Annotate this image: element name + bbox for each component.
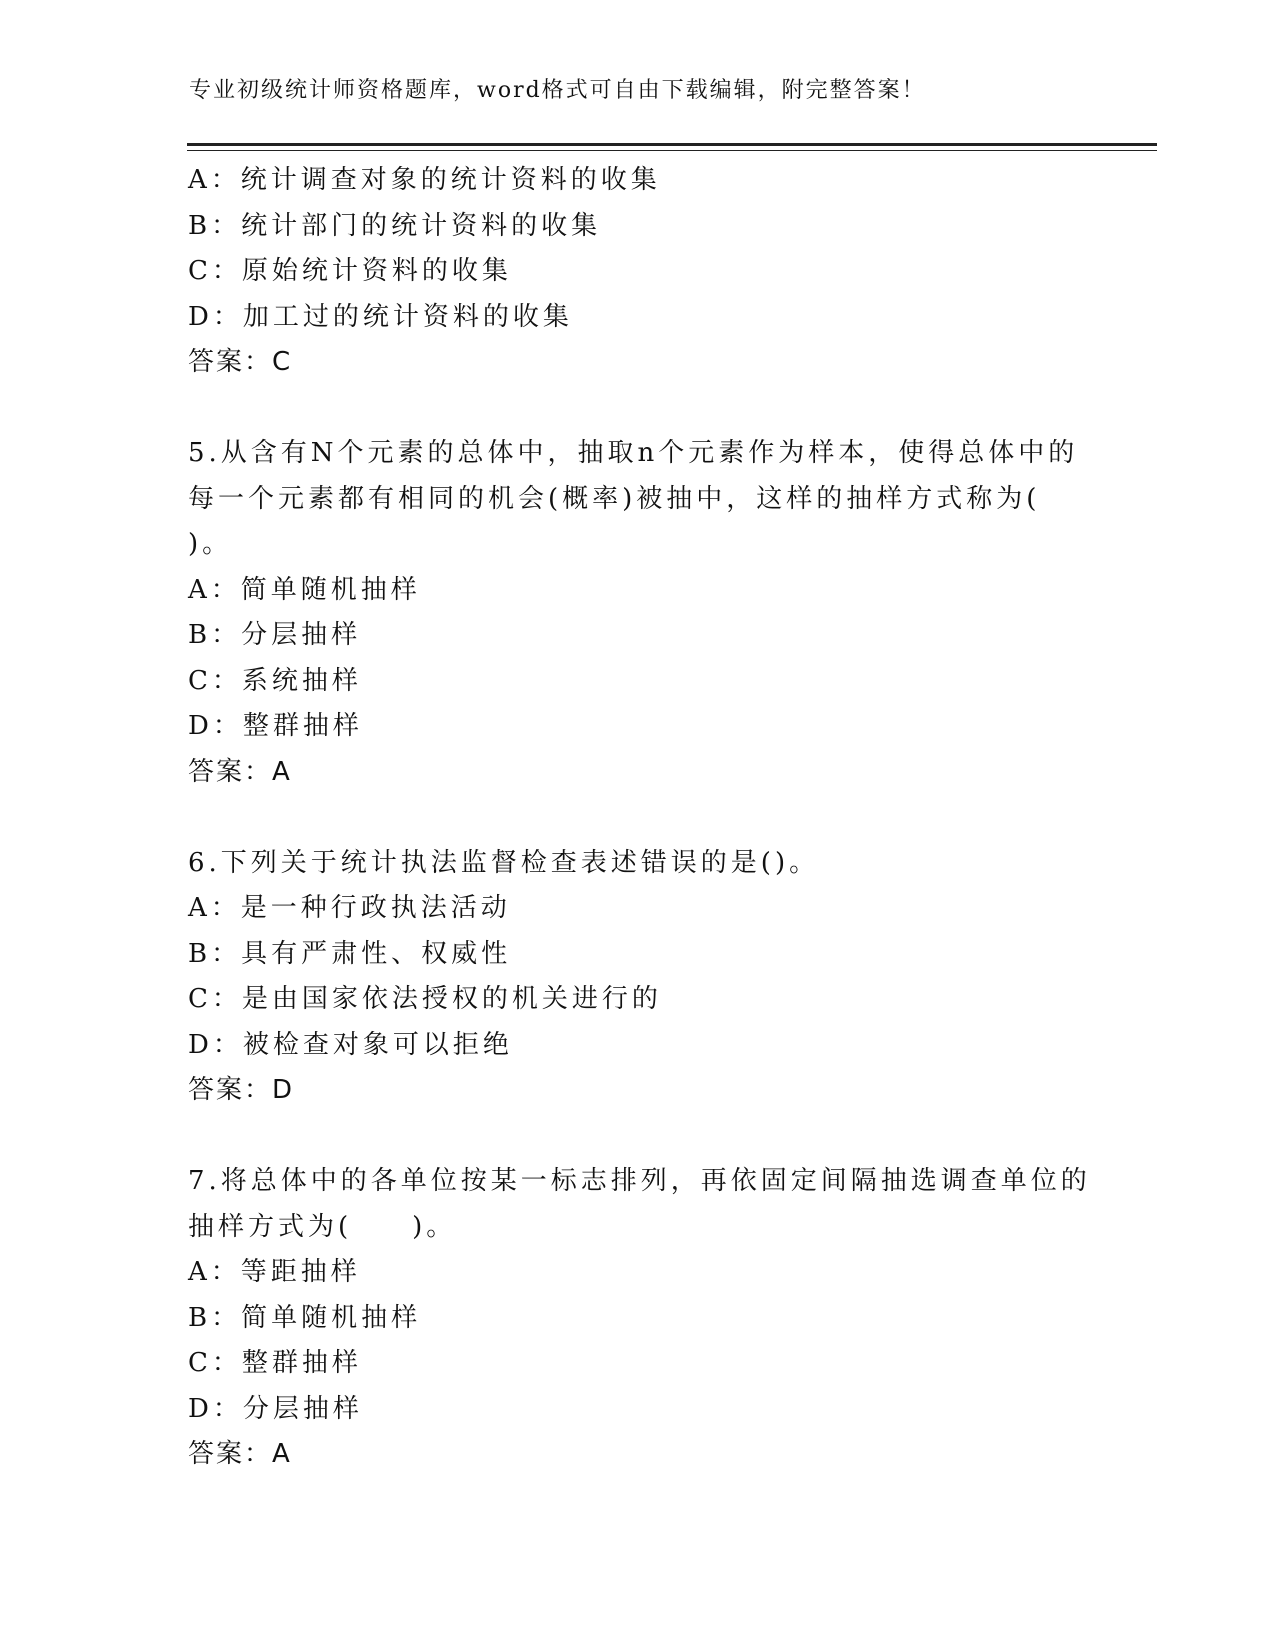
option-a: A：统计调查对象的统计资料的收集 <box>188 165 661 195</box>
header-rule-thin <box>187 150 1157 151</box>
option-b: B：简单随机抽样 <box>188 1302 422 1333</box>
spacer <box>188 1114 1088 1160</box>
answer: 答案：C <box>188 347 293 377</box>
option-a: A：是一种行政执法活动 <box>188 893 511 923</box>
option-d: D：整群抽样 <box>188 711 363 741</box>
answer: 答案：A <box>188 1439 292 1469</box>
option-d: D：分层抽样 <box>188 1393 363 1424</box>
option-a: A：等距抽样 <box>188 1257 361 1287</box>
option-a: A：简单随机抽样 <box>188 574 421 605</box>
option-b: B：分层抽样 <box>188 620 362 650</box>
question-stem-line: 抽样方式为( )。 <box>188 1211 457 1242</box>
question-6 <box>188 841 1088 1114</box>
answer: 答案：D <box>188 1075 295 1105</box>
spacer <box>188 386 1088 432</box>
page-header: 专业初级统计师资格题库，word格式可自由下载编辑，附完整答案！ <box>189 78 926 103</box>
option-c: C：原始统计资料的收集 <box>188 256 512 286</box>
question-stem-line: 6.下列关于统计执法监督检查表述错误的是()。 <box>188 847 820 878</box>
question-7 <box>188 1159 1091 1478</box>
document-content <box>188 158 1091 1478</box>
option-c: C：整群抽样 <box>188 1348 362 1378</box>
question-stem-line: )。 <box>188 529 233 559</box>
question-4 <box>188 158 1088 386</box>
option-b: B：具有严肃性、权威性 <box>188 938 512 969</box>
header-rule-thick <box>187 143 1157 146</box>
spacer <box>188 795 1088 841</box>
answer: 答案：A <box>188 756 292 787</box>
question-stem-line: 每一个元素都有相同的机会(概率)被抽中，这样的抽样方式称为( <box>188 483 1041 514</box>
question-stem-line: 5.从含有N个元素的总体中，抽取n个元素作为样本，使得总体中的 <box>188 438 1079 468</box>
option-c: C：是由国家依法授权的机关进行的 <box>188 984 662 1014</box>
option-d: D：加工过的统计资料的收集 <box>188 301 573 332</box>
option-d: D：被检查对象可以拒绝 <box>188 1029 513 1060</box>
option-c: C：系统抽样 <box>188 665 362 696</box>
question-5 <box>188 431 1088 795</box>
question-stem-line: 7.将总体中的各单位按某一标志排列，再依固定间隔抽选调查单位的 <box>188 1166 1091 1196</box>
option-b: B：统计部门的统计资料的收集 <box>188 210 602 241</box>
